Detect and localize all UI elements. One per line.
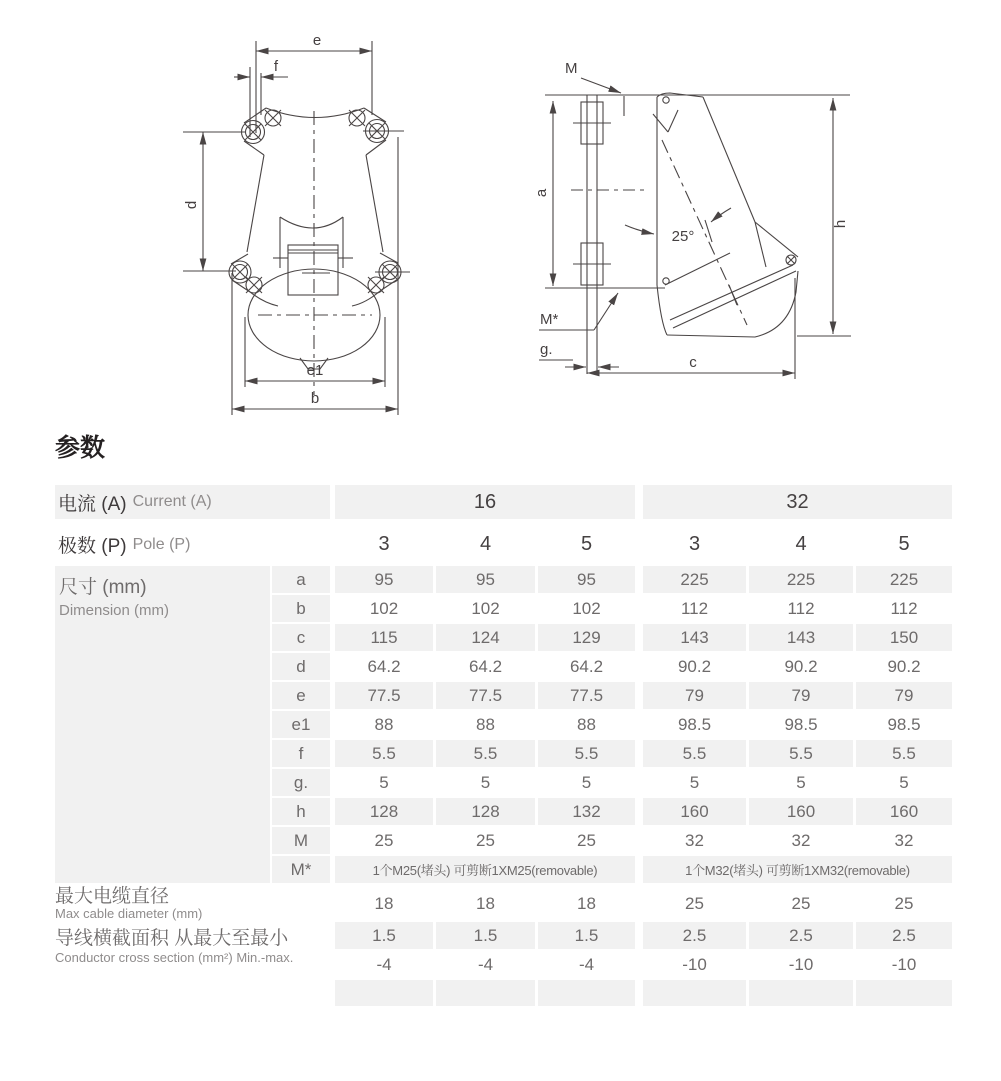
dim-value: 95 bbox=[436, 566, 535, 593]
max-cable-value: 18 bbox=[476, 893, 495, 913]
conductor-value: 1.5 bbox=[436, 922, 535, 949]
dim-value: 5.5 bbox=[335, 740, 433, 767]
conductor-value: 2.5 bbox=[643, 922, 746, 949]
dim-value: 25 bbox=[374, 830, 394, 850]
label-m: M bbox=[565, 60, 578, 77]
label-b: b bbox=[310, 390, 320, 407]
dim-value: 5.5 bbox=[749, 740, 853, 767]
conductor-value: 2.5 bbox=[749, 922, 853, 949]
conductor-value: -10 bbox=[788, 954, 814, 974]
row-label-dimension-en: Dimension (mm) bbox=[59, 602, 170, 619]
row-label-pole bbox=[55, 527, 330, 562]
dim-value: 5 bbox=[480, 772, 491, 792]
dim-value: 102 bbox=[471, 598, 500, 618]
dim-value: 79 bbox=[856, 682, 952, 709]
row-label-conductor-zh: 导线横截面积 从最大至最小 bbox=[55, 928, 289, 949]
dim-value: 115 bbox=[335, 624, 433, 651]
dim-key: h bbox=[272, 798, 330, 825]
mstar-value-16: 1个M25(堵头) 可剪断1XM25(removable) bbox=[335, 856, 635, 883]
max-cable-value: 25 bbox=[894, 893, 914, 913]
mstar-value-32: 1个M32(堵头) 可剪断1XM32(removable) bbox=[643, 856, 952, 883]
dim-value: 112 bbox=[680, 598, 709, 618]
label-d: d bbox=[183, 200, 200, 210]
top-flange bbox=[242, 108, 405, 155]
conductor-value: -4 bbox=[578, 954, 595, 974]
dim-value: 88 bbox=[374, 714, 394, 734]
row-label-current-en: Current (A) bbox=[132, 493, 212, 510]
dim-value: 64.2 bbox=[569, 656, 604, 676]
dim-value: 225 bbox=[856, 566, 952, 593]
dim-key: M bbox=[272, 827, 330, 854]
dim-value: 79 bbox=[643, 682, 746, 709]
table-row-pole bbox=[55, 527, 952, 562]
current-group-32: 32 bbox=[643, 485, 952, 519]
dim-value: 25 bbox=[476, 830, 495, 850]
conductor-value: 1.5 bbox=[335, 922, 433, 949]
bottom-flange bbox=[229, 253, 410, 306]
dim-value: 128 bbox=[335, 798, 433, 825]
empty-cell bbox=[643, 980, 746, 1006]
dim-key: g. bbox=[272, 769, 330, 796]
row-label-dimension-zh: 尺寸 (mm) bbox=[59, 577, 147, 598]
pole-value: 5 bbox=[898, 533, 910, 555]
pole-value: 3 bbox=[688, 533, 701, 555]
pole-value: 3 bbox=[378, 533, 390, 555]
label-h: h bbox=[832, 219, 849, 229]
dim-value: 112 bbox=[787, 598, 815, 618]
dim-value: 102 bbox=[572, 598, 601, 618]
cover-latch bbox=[273, 217, 353, 295]
side-body-outline bbox=[653, 93, 798, 285]
dim-key: e bbox=[272, 682, 330, 709]
row-label-max-cable-zh: 最大电缆直径 bbox=[55, 886, 170, 907]
label-f: f bbox=[273, 58, 279, 75]
dim-value: 32 bbox=[894, 830, 914, 850]
row-label-current-zh: 电流 (A) bbox=[58, 493, 127, 515]
dim-key: c bbox=[272, 624, 330, 651]
pole-value: 4 bbox=[795, 533, 807, 555]
row-label-conductor bbox=[55, 922, 335, 965]
table-row-empty bbox=[55, 980, 952, 1006]
dim-value: 160 bbox=[643, 798, 746, 825]
dim-value: 128 bbox=[436, 798, 535, 825]
empty-cell bbox=[749, 980, 853, 1006]
empty-cell bbox=[538, 980, 635, 1006]
dim-value: 5 bbox=[581, 772, 592, 792]
dim-key: b bbox=[272, 595, 330, 622]
row-label-pole-zh: 极数 (P) bbox=[58, 536, 127, 557]
max-cable-value: 18 bbox=[374, 893, 394, 913]
dim-value: 32 bbox=[685, 830, 704, 850]
dim-value: 225 bbox=[749, 566, 853, 593]
dim-value: 124 bbox=[436, 624, 535, 651]
dim-value: 95 bbox=[538, 566, 635, 593]
current-group-16: 16 bbox=[335, 485, 635, 519]
dim-value: 90.2 bbox=[784, 656, 818, 676]
dim-value: 5.5 bbox=[436, 740, 535, 767]
dim-value: 79 bbox=[749, 682, 853, 709]
conductor-value: -10 bbox=[682, 954, 707, 974]
dim-value: 88 bbox=[577, 714, 596, 734]
dim-value: 143 bbox=[643, 624, 746, 651]
label-mstar: M* bbox=[540, 311, 559, 328]
dim-value: 77.5 bbox=[538, 682, 635, 709]
row-label-dimension bbox=[55, 566, 270, 883]
dim-value: 129 bbox=[538, 624, 635, 651]
empty-cell bbox=[856, 980, 952, 1006]
body-outline bbox=[247, 155, 383, 252]
label-e1: e1 bbox=[306, 362, 324, 379]
dim-value: 5 bbox=[379, 772, 389, 792]
label-angle: 25° bbox=[671, 228, 695, 245]
dim-value: 143 bbox=[749, 624, 853, 651]
dim-key: M* bbox=[272, 856, 330, 883]
dim-value: 90.2 bbox=[677, 656, 712, 676]
dim-value: 64.2 bbox=[367, 656, 401, 676]
dim-value: 25 bbox=[577, 830, 596, 850]
row-label-current bbox=[55, 485, 330, 519]
dim-value: 5.5 bbox=[643, 740, 746, 767]
front-view-drawing bbox=[150, 15, 460, 425]
dim-h bbox=[797, 98, 851, 336]
row-label-max-cable bbox=[55, 886, 333, 921]
dim-value: 132 bbox=[538, 798, 635, 825]
label-c: c bbox=[689, 354, 697, 371]
dim-a bbox=[545, 101, 665, 288]
max-cable-value: 25 bbox=[685, 893, 704, 913]
empty-cell bbox=[335, 980, 433, 1006]
dim-value: 95 bbox=[335, 566, 433, 593]
conductor-value: -10 bbox=[891, 954, 917, 974]
page-title: 参数 bbox=[55, 434, 106, 462]
conductor-value: 1.5 bbox=[538, 922, 635, 949]
dim-value: 5 bbox=[796, 772, 806, 792]
pole-value: 5 bbox=[580, 533, 593, 555]
label-a: a bbox=[533, 188, 550, 198]
dim-value: 102 bbox=[369, 598, 399, 618]
dim-value: 98.5 bbox=[784, 714, 818, 734]
parameter-table bbox=[55, 485, 952, 1006]
dim-key: a bbox=[272, 566, 330, 593]
dim-value: 160 bbox=[856, 798, 952, 825]
max-cable-value: 25 bbox=[791, 893, 811, 913]
dim-g bbox=[539, 360, 619, 367]
dim-key: f bbox=[272, 740, 330, 767]
dim-value: 98.5 bbox=[677, 714, 712, 734]
dim-f bbox=[234, 67, 288, 137]
dim-value: 64.2 bbox=[468, 656, 503, 676]
pole-value: 4 bbox=[479, 533, 492, 555]
dim-value: 32 bbox=[791, 830, 811, 850]
empty-cell bbox=[436, 980, 535, 1006]
conductor-value: -4 bbox=[477, 954, 494, 974]
label-e: e bbox=[312, 32, 322, 49]
conductor-value: -4 bbox=[376, 954, 392, 974]
label-g: g. bbox=[540, 341, 553, 358]
dim-value: 5 bbox=[689, 772, 700, 792]
dim-value: 225 bbox=[643, 566, 746, 593]
dim-value: 77.5 bbox=[335, 682, 433, 709]
row-label-conductor-en: Conductor cross section (mm²) Min.-max. bbox=[55, 950, 294, 965]
dim-value: 88 bbox=[476, 714, 495, 734]
row-label-pole-en: Pole (P) bbox=[132, 535, 191, 553]
dim-value: 160 bbox=[749, 798, 853, 825]
mounting-plate bbox=[571, 95, 647, 374]
dim-key: d bbox=[272, 653, 330, 680]
dim-value: 5.5 bbox=[856, 740, 952, 767]
dim-value: 77.5 bbox=[436, 682, 535, 709]
dim-value: 90.2 bbox=[887, 656, 921, 676]
dim-value: 5.5 bbox=[538, 740, 635, 767]
dim-value: 98.5 bbox=[887, 714, 921, 734]
table-row-current bbox=[55, 485, 952, 519]
max-cable-value: 18 bbox=[577, 893, 596, 913]
side-view-drawing bbox=[515, 40, 860, 400]
dim-value: 150 bbox=[856, 624, 952, 651]
dim-key: e1 bbox=[272, 711, 330, 738]
conductor-value: 2.5 bbox=[856, 922, 952, 949]
dim-value: 5 bbox=[899, 772, 909, 792]
row-label-max-cable-en: Max cable diameter (mm) bbox=[55, 906, 203, 921]
dim-value: 112 bbox=[890, 598, 918, 618]
